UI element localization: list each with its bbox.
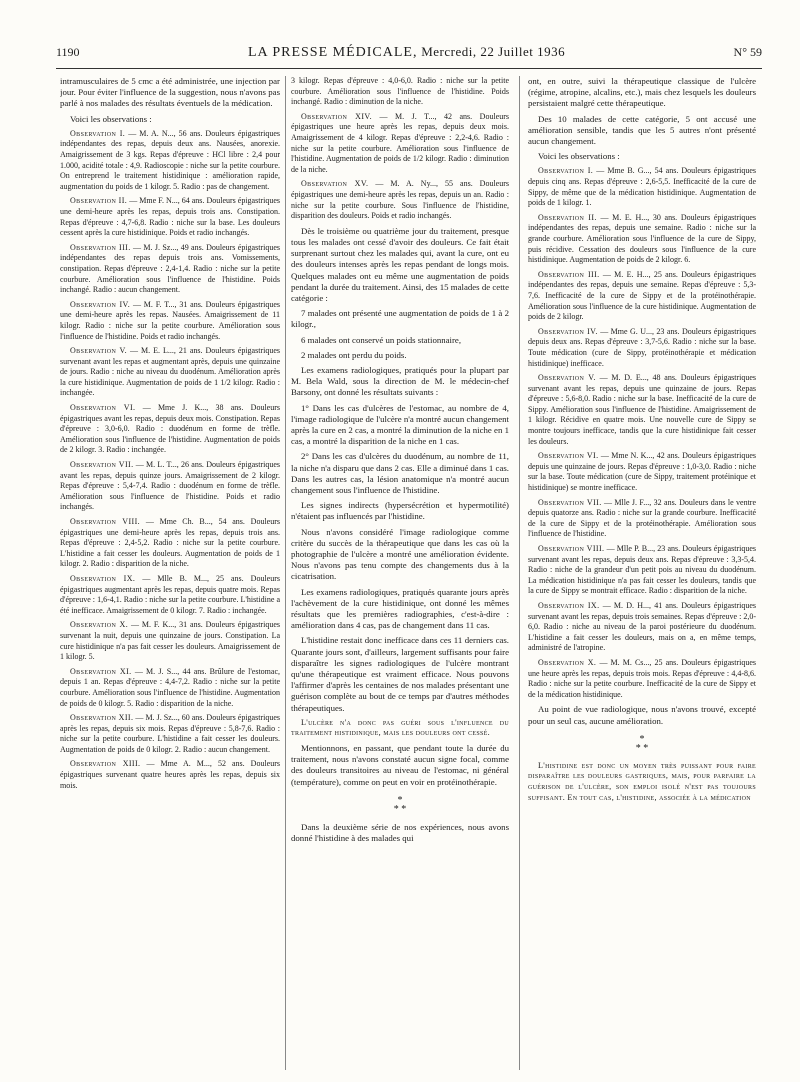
observation: Observation III. — M. J. Sz..., 49 ans. Douleurs épigastriques indépendantes des repas depuis trois ans. Vomissements, constipation. Repas d'épreuve : 2,4-1,4. Radio : niche sur la petite courbure. Amélioration sous l'influence de l'histidine. Poids inchangé. Radio : aucun changement.: [60, 242, 280, 295]
body-paragraph: Voici les observations :: [538, 151, 620, 162]
section-separator: * * *: [393, 794, 407, 815]
column-1: [60, 76, 280, 1074]
body-paragraph: Mentionnons, en passant, que pendant toute la durée du traitement, nous n'avons constaté aucun signe focal, comme des douleurs transitoires au niveau de l'estomac, ni général (température), comme on peut en voir en protéinothérapie.: [291, 743, 509, 787]
observation: Observation III. — M. E. H..., 25 ans. Douleurs épigastriques indépendantes des repas, depuis une semaine. Repas d'épreuve : 5,3-7,6. Inefficacité de la cure de Sippy et de la protéinothérapie. Amélioration sous l'influence de la cure histidinique. Augmentation de poids de 2 kilogr.: [528, 269, 756, 322]
observation: Observation VI. — Mme J. K..., 38 ans. Douleurs épigastriques avant les repas, depuis deux mois. Constipation. Repas d'épreuve : 3,0-6,0. Radio : duodénum en forme de trèfle. Amélioration sous l'influence de l'histidine. Augmentation de poids de 2 kilogr. 3. Radio : inchangée.: [60, 403, 280, 455]
observation: Observation XV. — M. A. Ny..., 55 ans. Douleurs épigastriques une demi-heure après les repas, depuis un an. Radio : niche sur la petite courbure. Sous l'influence de l'histidine, disparition des douleurs. Poids et radio inchangés.: [291, 179, 509, 221]
body-paragraph: Les signes indirects (hypersécrétion et hypermotilité) n'étaient pas influencés par l'histidine.: [291, 500, 509, 522]
col1-intro-2: Voici les observations :: [70, 113, 152, 124]
column-2: [291, 76, 509, 1074]
observation: Observation II. — Mme F. N..., 64 ans. Douleurs épigastriques une demi-heure après les repas, depuis trois ans. Constipation. Repas d'épreuve : 4,7-6,8. Radio : niche sur la base. Les douleurs cessent après la cure histidinique. Poids et radio inchangés.: [60, 196, 280, 238]
page-number: 1190: [56, 45, 80, 59]
column-rule-2: [519, 76, 520, 1070]
observation: Observation VII. — Mlle J. F..., 32 ans. Douleurs dans le ventre depuis quatorze ans. Radio : niche sur la grande courbure. Inefficacité de la cure de Sippy et de la protéinothérapie. Amélioration sous l'influence de l'histidine.: [528, 497, 756, 539]
journal-title: LA PRESSE MÉDICALE,: [247, 45, 418, 60]
observation: Observation X. — M. F. K..., 31 ans. Douleurs épigastriques survenant la nuit, depuis une quinzaine de jours. Constipation. La cure histidinique n'a pas fait cesser les douleurs. Amaigrissement de 1 kilogr. 5.: [60, 620, 280, 662]
body-paragraph: Nous n'avons considéré l'image radiologique comme critère du succès de la thérapeutique que dans les cas où la photographie de l'ulcère a montré une amélioration évidente. Nous n'avons pas tenu compte des changements dus à la cicatrisation.: [291, 526, 509, 582]
body-paragraph: Dès le troisième ou quatrième jour du traitement, presque tous les malades ont cessé d'avoir des douleurs. Ce fait était surprenant surtout chez les malades qui, avant la cure, ont eu des douleurs intenses après les repas pendant de longs mois. Quelques malades ont eu même une augmentation de poids pendant la durée du traitement. Ainsi, des 15 malades de cette catégorie :: [291, 225, 509, 303]
col1-intro: intramusculaires de 5 cmc a été administrée, une injection par jour. Pour éviter l'influence de la suggestion, nous n'avons pas parlé à nos malades des résultats éventuels de la médication.: [60, 76, 280, 109]
col3-continuation: ont, en outre, suivi la thérapeutique classique de l'ulcère (régime, atropine, alcalins, etc.), mais chez lesquels les douleurs persistaient malgré cette thérapeutique.: [528, 76, 756, 109]
observation: Observation XIII. — Mme A. M..., 52 ans. Douleurs épigastriques survenant quatre heures après les repas, depuis six mois.: [60, 759, 280, 790]
observation: Observation X. — M. M. Cs..., 25 ans. Douleurs épigastriques une heure après les repas, depuis trois mois. Repas d'épreuve : 4,4-8,6. Radio : niche sur la petite courbure. Inefficacité de la cure de Sippy et de la médication histidinique.: [528, 657, 756, 699]
column-3: [528, 76, 756, 1074]
issue-number: N° 59: [733, 45, 762, 59]
body-paragraph: 2 malades ont perdu du poids.: [301, 349, 407, 360]
body-paragraph: Dans la deuxième série de nos expériences, nous avons donné l'histidine à des malades qui: [291, 821, 509, 844]
small-caps-statement: L'ulcère n'a donc pas guéri sous l'influence du traitement histidinique, mais les douleurs ont cessé.: [291, 717, 509, 738]
observation: Observation IX. — Mlle B. M..., 25 ans. Douleurs épigastriques augmentant après les repas, depuis quatre mois. Repas d'épreuve : 1,6-4,1. Radio : niche sur la petite courbure. L'histidine a été inefficace. Amaigrissement de 0 kilogr. 7. Radio : inchangée.: [60, 573, 280, 615]
observation: Observation I. — M. A. N..., 56 ans. Douleurs épigastriques indépendantes des repas, depuis deux ans. Nausées, anorexie. Amaigrissement de 3 kgs. Repas d'épreuve : HCl libre : 2,4 pour 1.000, acidité totale : 4,9. Radioscopie : niche sur la petite courbure. On entreprend le traitement histidinique : amélioration rapide, augmentation du poids de 1 kilogr. 5. Radio : pas de changement.: [60, 128, 280, 191]
body-paragraph: Les examens radiologiques, pratiqués quarante jours après l'achèvement de la cure histidinique, ont donné les mêmes résultats que les premières radiographies, c'est-à-dire : amélioration dans 4 cas, pas de changement dans 11 cas.: [291, 586, 509, 631]
body-paragraph: Des 10 malades de cette catégorie, 5 ont accusé une amélioration sensible, tandis que les 5 autres n'ont présenté aucun changement.: [528, 113, 756, 147]
body-paragraph: Les examens radiologiques, pratiqués pour la plupart par M. Bela Wald, sous la direction de M. le médecin-chef Barsony, ont donné les résultats suivants :: [291, 364, 509, 398]
issue-date: Mercredi, 22 Juillet 1936: [421, 44, 566, 59]
small-caps-statement: L'histidine est donc un moyen très puissant pour faire disparaître les douleurs gastriques, mais, pour parfaire la guérison de l'ulcère, son emploi isolé n'est pas toujours suffisant. En tout cas, l'histidine, associée à la médication: [528, 760, 756, 802]
observation: Observation V. — M. E. L..., 21 ans. Douleurs épigastriques survenant avant les repas et augmentant après, depuis une quinzaine de jours. Radio : niche au niveau du duodénum. Amélioration après la cure histidinique. Augmentation de poids de 1 1/2 kilogr. Radio : inchangée.: [60, 346, 280, 398]
body-paragraph: 2° Dans les cas d'ulcères du duodénum, au nombre de 11, la niche n'a disparu que dans 2 cas. Elle a diminué dans 1 cas. Dans les autres cas, la lésion anatomique n'a montré aucun changement sous l'influence de l'histidine.: [291, 451, 509, 495]
observation: Observation VIII. — Mme Ch. B..., 54 ans. Douleurs épigastriques une demi-heure après les repas, depuis trois ans. Repas d'épreuve : 2,4-5,2. Radio : niche sur la petite courbure. L'histidine a fait cesser les douleurs. Augmentation de poids de 1 kilogr. 2. Radio : disparition de la niche.: [60, 517, 280, 569]
body-paragraph: L'histidine restait donc inefficace dans ces 11 derniers cas. Quarante jours sont, d'ailleurs, largement suffisants pour faire disparaître les signes radiologiques de l'ulcère montrant qu'une thérapeutique est vraiment efficace. Nous pouvons l'affirmer d'après les centaines de nos malades présentant une guérison complète au bout de ce temps par d'autres méthodes thérapeutiques.: [291, 635, 509, 713]
body-paragraph: 6 malades ont conservé un poids stationnaire,: [301, 334, 462, 345]
observation: Observation VIII. — Mlle P. B..., 23 ans. Douleurs épigastriques survenant avant les repas, depuis deux ans. Repas d'épreuve : 3,3-5,4. Radio : niche de la grandeur d'un petit pois au niveau du duodénum. La médication histidinique n'a pas fait cesser les douleurs, tandis que la cure de Sippy se montrait efficace. Radio : disparition de la niche.: [528, 544, 756, 596]
observation: Observation XII. — M. J. Sz..., 60 ans. Douleurs épigastriques après les repas, depuis six mois. Repas d'épreuve : 5,8-7,6. Radio : niche sur la petite courbure. L'histidine a fait cesser les douleurs. Augmentation de poids de 0 kilogr. 2. Radio : aucun changement.: [60, 713, 280, 754]
observation: Observation IX. — M. D. H..., 41 ans. Douleurs épigastriques survenant avant les repas, depuis trois semaines. Repas d'épreuve : 2,0-6,0. Radio : niche au niveau de la paroi postérieure du duodénum. L'histidine a fait cesser les douleurs, mais on a, en même temps, administré de l'atropine.: [528, 600, 756, 653]
body-paragraph: Au point de vue radiologique, nous n'avons trouvé, excepté pour un seul cas, aucune amélioration.: [528, 704, 756, 726]
header-center: [248, 44, 565, 61]
observation: Observation V. — M. D. E..., 48 ans. Douleurs épigastriques survenant avant les repas, depuis une quinzaine de jours. Repas d'épreuve : 5,6-8,0. Radio : niche sur la base. Inefficacité de la cure de Sippy. Amélioration sous l'influence de l'histidine. Amaigrissement de 1 kilogr. Récidive en quatre mois. Une nouvelle cure de Sippy se montre toujours inefficace, tandis que la cure histidinique fait cesser les douleurs.: [528, 373, 756, 446]
observation: Observation IV. — M. F. T..., 31 ans. Douleurs épigastriques une demi-heure après les repas. Nausées. Amaigrissement de 11 kilogr. Radio : niche sur la petite courbure. Amélioration sous l'influence de l'histidine. Poids et radio inchangés.: [60, 299, 280, 341]
section-separator: * * *: [635, 733, 649, 754]
observation: Observation IV. — Mme G. U..., 23 ans. Douleurs épigastriques depuis deux ans. Repas d'épreuve : 3,7-5,6. Radio : niche sur la base. Toute médication (cure de Sippy, protéinothérapie et médication histidinique) inefficace.: [528, 326, 756, 368]
observation: Observation I. — Mme B. G..., 54 ans. Douleurs épigastriques depuis cinq ans. Repas d'épreuve : 2,6-5,5. Inefficacité de la cure de Sippy, de même que de la médication histidinique. Augmentation de poids de 1 kilogr. 1.: [528, 166, 756, 208]
observation: Observation VII. — M. L. T..., 26 ans. Douleurs épigastriques avant les repas, depuis quinze jours. Amaigrissement de 2 kilogr. Repas d'épreuve : 5,4-7,4. Radio : duodénum en forme de trèfle. Amélioration sous l'influence de l'histidine. Poids et radio inchangés.: [60, 460, 280, 512]
page-header: [56, 44, 762, 69]
observation: Observation XI. — M. J. S..., 44 ans. Brûlure de l'estomac, depuis 1 an. Repas d'épreuve : 4,4-7,2. Radio : niche sur la petite courbure. Amélioration sous l'influence de l'histidine. Augmentation de poids de 0 kilogr. 5. Radio : disparition de la niche.: [60, 666, 280, 708]
body-paragraph: 1° Dans les cas d'ulcères de l'estomac, au nombre de 4, l'image radiologique de l'ulcère n'a montré aucun changement après la cure en 2 cas, a montré la diminution de la niche en 1 cas, a montré la disparition de la niche en 1 cas.: [291, 402, 509, 447]
body-paragraph: 7 malades ont présenté une augmentation de poids de 1 à 2 kilogr.,: [291, 308, 509, 330]
column-rule-1: [285, 76, 286, 1070]
observation: Observation VI. — Mme N. K..., 42 ans. Douleurs épigastriques depuis une quinzaine de jours. Repas d'épreuve : 1,0-3,0. Radio : niche sur la base. Toute médication (cure de Sippy, traitement protéinique et histidinique) se montre inefficace.: [528, 451, 756, 493]
observation: Observation II. — M. E. H..., 30 ans. Douleurs épigastriques indépendantes des repas, depuis une semaine. Radio : niche sur la grande courbure. Amélioration sous l'influence de la cure de Sippy, puis récidive. Cessation des douleurs sous l'influence de la cure histidinique. Augmentation de poids de 2 kilogr. 6.: [528, 212, 756, 265]
observation: Observation XIV. — M. J. T..., 42 ans. Douleurs épigastriques une heure après les repas, depuis deux mois. Amaigrissement de 4 kilogr. Repas d'épreuve : 2,2-4,6. Radio : niche sur la petite courbure. Amélioration sous l'influence de l'histidine. Augmentation de poids de 1/2 kilogr. Radio : diminution de la niche.: [291, 111, 509, 174]
col2-continuation: 3 kilogr. Repas d'épreuve : 4,0-6,0. Radio : niche sur la petite courbure. Amélioration sous l'influence de l'histidine. Poids inchangé. Radio : diminution de la niche.: [291, 76, 509, 107]
